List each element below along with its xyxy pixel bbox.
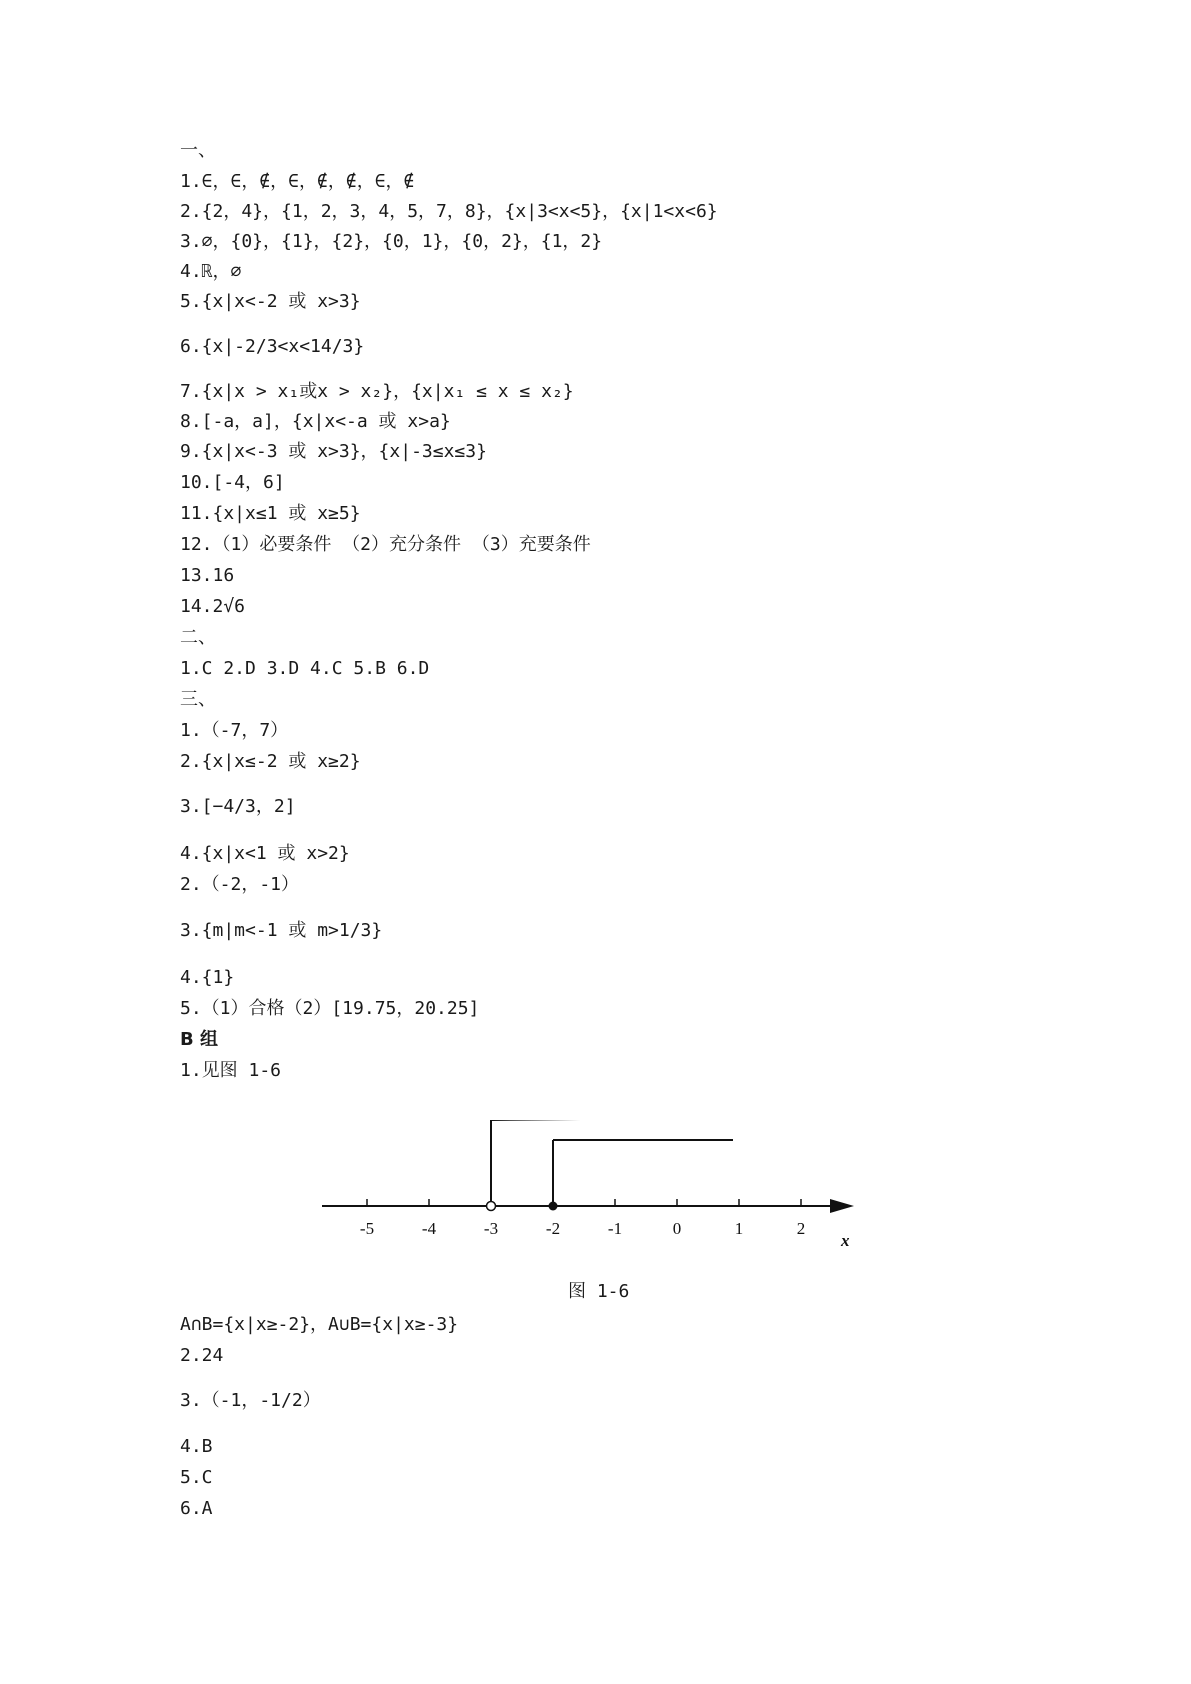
answer-line: 2.{2，4}，{1，2，3，4，5，7，8}，{x|3<x<5}，{x|1<x<6} [180, 201, 718, 222]
answer-line: A∩B={x|x≥-2}，A∪B={x|x≥-3} [180, 1314, 459, 1335]
answer-line: 4.{x|x<1 或 x>2} [180, 843, 350, 864]
axis-arrow [830, 1199, 854, 1213]
figure-caption: 图 1-6 [568, 1281, 630, 1302]
answer-line: 8.[-a，a]，{x|x<-a 或 x>a} [180, 411, 451, 432]
section-heading-1: 一、 [180, 140, 216, 161]
answer-line: 6.A [180, 1498, 213, 1519]
section-heading-2: 二、 [180, 627, 216, 648]
section-heading-3: 三、 [180, 689, 216, 710]
axis-label: x [841, 1231, 850, 1250]
answer-line: 4.{1} [180, 967, 235, 988]
answer-line: 9.{x|x<-3 或 x>3}，{x|-3≤x≤3} [180, 441, 487, 462]
tick-label: -3 [483, 1219, 499, 1238]
tick-label: 0 [672, 1219, 682, 1238]
answer-line: 2.24 [180, 1345, 224, 1366]
answer-line: 1.（-7，7） [180, 720, 289, 741]
tick-label: -1 [607, 1219, 623, 1238]
answer-line: 5.{x|x<-2 或 x>3} [180, 291, 361, 312]
number-line-figure [320, 1120, 880, 1260]
answer-line: 3.[−4/3，2] [180, 796, 296, 817]
answer-line: 1.C 2.D 3.D 4.C 5.B 6.D [180, 658, 430, 679]
answer-line: 3.（-1，-1/2） [180, 1390, 321, 1411]
tick-label: 2 [796, 1219, 806, 1238]
answer-line: 4.B [180, 1436, 213, 1457]
answer-line: 5.（1）合格（2）[19.75，20.25] [180, 998, 480, 1019]
answer-line: 3.∅，{0}，{1}，{2}，{0，1}，{0，2}，{1，2} [180, 231, 603, 252]
answer-line: 3.{m|m<-1 或 m>1/3} [180, 920, 383, 941]
answer-line: 14.2√6 [180, 596, 246, 617]
answer-line: 5.C [180, 1467, 213, 1488]
tick-label: 1 [734, 1219, 744, 1238]
tick-label: -2 [545, 1219, 561, 1238]
answer-line: 2.{x|x≤-2 或 x≥2} [180, 751, 361, 772]
answer-line: 11.{x|x≤1 或 x≥5} [180, 503, 361, 524]
answer-line: 6.{x|-2/3<x<14/3} [180, 336, 365, 357]
answer-line: 13.16 [180, 565, 235, 586]
answer-line: 1.见图 1-6 [180, 1060, 282, 1081]
tick-label: -4 [421, 1219, 437, 1238]
answer-line: 1.∈，∈，∉，∈，∉，∉，∈，∉ [180, 171, 415, 192]
tick-label: -5 [359, 1219, 375, 1238]
answer-line: 7.{x|x > x₁或x > x₂}，{x|x₁ ≤ x ≤ x₂} [180, 381, 574, 402]
answer-line: 4.ℝ，∅ [180, 261, 242, 282]
answer-line: 2.（-2，-1） [180, 874, 300, 895]
closed-point [549, 1202, 558, 1211]
group-b-heading: B 组 [180, 1029, 218, 1050]
answer-line: 10.[-4，6] [180, 472, 285, 493]
answer-line: 12.（1）必要条件 （2）充分条件 （3）充要条件 [180, 534, 591, 555]
open-point [487, 1202, 496, 1211]
